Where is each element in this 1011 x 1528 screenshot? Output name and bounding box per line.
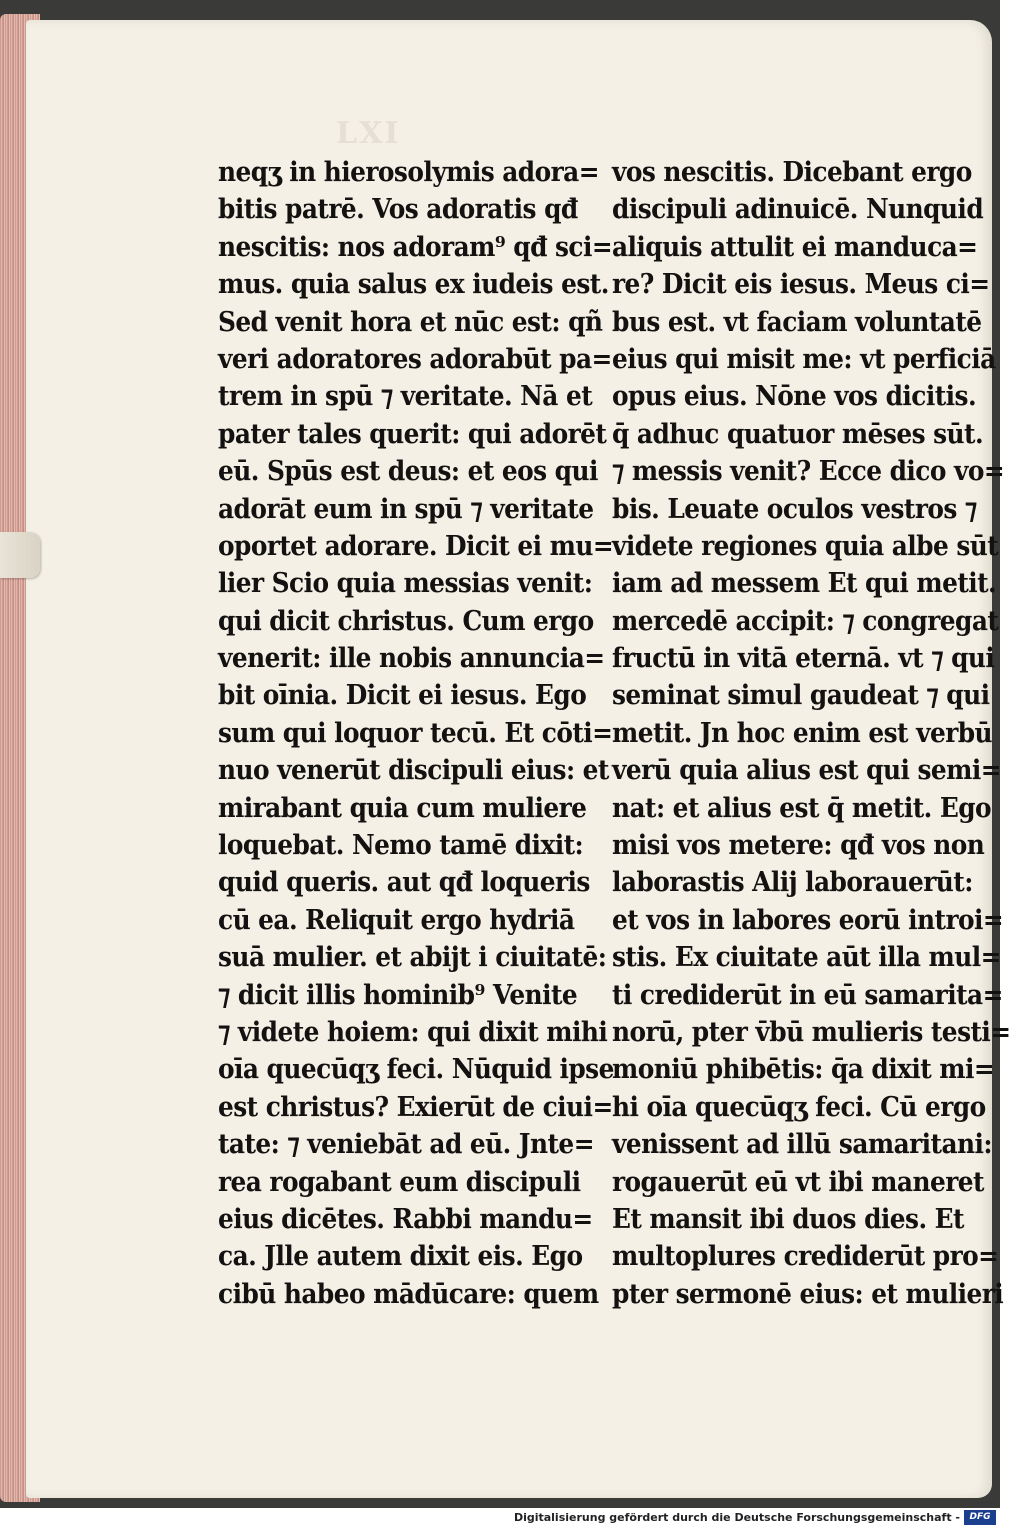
text-line: ca. Jlle autem dixit eis. Ego: [218, 1241, 583, 1273]
text-line: bis. Leuate oculos vestros ⁊: [612, 493, 977, 525]
text-line: nescitis: nos adoram⁹ qđ sci=: [218, 231, 613, 263]
text-line: tate: ⁊ veniebāt ad eū. Jnte=: [218, 1129, 594, 1161]
text-line: moniū phibētis: q̄a dixit mi=: [612, 1054, 995, 1086]
text-line: seminat simul gaudeat ⁊ qui: [612, 680, 990, 712]
dfg-logo: DFG: [964, 1510, 996, 1525]
text-line: ti crediderūt in eū samarita=: [612, 979, 1003, 1011]
text-line: veri adoratores adorabūt pa=: [218, 343, 612, 375]
text-line: pater tales querit: qui adorēt: [218, 418, 607, 450]
text-line: norū, pter v̄bū mulieris testi=: [612, 1016, 1011, 1048]
text-line: quid queris. aut qđ loqueris: [218, 867, 590, 899]
text-line: et vos in labores eorū introi=: [612, 904, 1004, 936]
text-line: re? Dicit eis iesus. Meus ci=: [612, 269, 990, 301]
book-page: [26, 20, 1011, 1498]
text-line: venissent ad illū samaritani:: [612, 1129, 993, 1161]
text-line: mercedē accipit: ⁊ congregat: [612, 605, 999, 637]
text-line: suā mulier. et abijt i ciuitatē:: [218, 942, 607, 974]
text-line: verū quia alius est qui semi=: [612, 755, 1002, 787]
text-column-right: [612, 154, 1011, 1313]
text-line: loquebat. Nemo tamē dixit:: [218, 830, 584, 862]
text-line: trem in spū ⁊ veritate. Nā et: [218, 381, 593, 413]
text-line: bit oīnia. Dicit ei iesus. Ego: [218, 680, 587, 712]
folio-number: LXI: [336, 116, 401, 151]
text-line: neqʒ in hierosolymis adora=: [218, 157, 599, 188]
text-line: eū. Spūs est deus: et eos qui: [218, 456, 598, 488]
text-line: opus eius. Nōne vos dicitis.: [612, 381, 977, 413]
text-line: fructū in vitā eternā. vt ⁊ qui: [612, 643, 995, 675]
text-line: rea rogabant eum discipuli: [218, 1166, 581, 1198]
text-line: bitis patrē. Vos adoratis qđ: [218, 194, 578, 226]
text-line: ⁊ videte hoiem: qui dixit mihi: [218, 1016, 608, 1048]
text-line: pter sermonē eius: et mulieri: [612, 1278, 1004, 1310]
text-line: ⁊ messis venit? Ecce dico vo=: [612, 456, 1005, 488]
text-line: mirabant quia cum muliere: [218, 792, 587, 824]
text-line: oīa quecūqʒ feci. Nūquid ipse: [218, 1054, 614, 1086]
text-line: oportet adorare. Dicit ei mu=: [218, 530, 614, 562]
text-line: est christus? Exierūt de ciui=: [218, 1091, 613, 1123]
text-line: q̄ adhuc quatuor mēses sūt.: [612, 418, 984, 450]
text-line: bus est. vt faciam voluntatē: [612, 306, 982, 338]
text-line: eius qui misit me: vt perficiā: [612, 343, 996, 375]
footer-credit: Digitalisierung gefördert durch die Deutsche Forschungsgemeinschaft -: [513, 1511, 960, 1524]
text-line: metit. Jn hoc enim est verbū: [612, 717, 993, 749]
text-column-left: [218, 154, 614, 1313]
text-line: aliquis attulit ei manduca=: [612, 231, 978, 263]
text-line: cibū habeo mādūcare: quem: [218, 1278, 599, 1310]
text-line: ⁊ dicit illis hominib⁹ Venite: [218, 979, 578, 1011]
text-line: Et mansit ibi duos dies. Et: [612, 1203, 964, 1235]
text-line: lier Scio quia messias venit:: [218, 568, 593, 600]
text-line: hi oīa quecūqʒ feci. Cū ergo: [612, 1091, 986, 1123]
text-line: eius dicētes. Rabbi mandu=: [218, 1203, 593, 1235]
text-line: discipuli adinuicē. Nunquid: [612, 194, 984, 226]
text-line: rogauerūt eū vt ibi maneret: [612, 1166, 984, 1198]
page-marker-tab: [0, 532, 40, 578]
text-line: qui dicit christus. Cum ergo: [218, 605, 594, 637]
text-line: mus. quia salus ex iudeis est.: [218, 269, 609, 301]
text-line: cū ea. Reliquit ergo hydriā: [218, 904, 575, 936]
footer-bar: [0, 1508, 1000, 1528]
text-line: laborastis Alij laborauerūt:: [612, 867, 973, 899]
text-line: sum qui loquor tecū. Et cōti=: [218, 717, 613, 749]
text-line: iam ad messem Et qui metit.: [612, 568, 997, 600]
text-line: multoplures crediderūt pro=: [612, 1241, 999, 1273]
text-line: nuo venerūt discipuli eius: et: [218, 755, 609, 787]
text-line: Sed venit hora et nūc est: qñ: [218, 306, 603, 338]
text-line: vos nescitis. Dicebant ergo: [612, 157, 972, 188]
text-line: stis. Ex ciuitate aūt illa mul=: [612, 942, 1001, 974]
text-line: misi vos metere: qđ vos non: [612, 830, 985, 862]
text-line: adorāt eum in spū ⁊ veritate: [218, 493, 594, 525]
text-line: nat: et alius est q̄ metit. Ego: [612, 792, 992, 824]
text-line: videte regiones quia albe sūt: [612, 530, 999, 562]
text-line: venerit: ille nobis annuncia=: [218, 643, 605, 675]
